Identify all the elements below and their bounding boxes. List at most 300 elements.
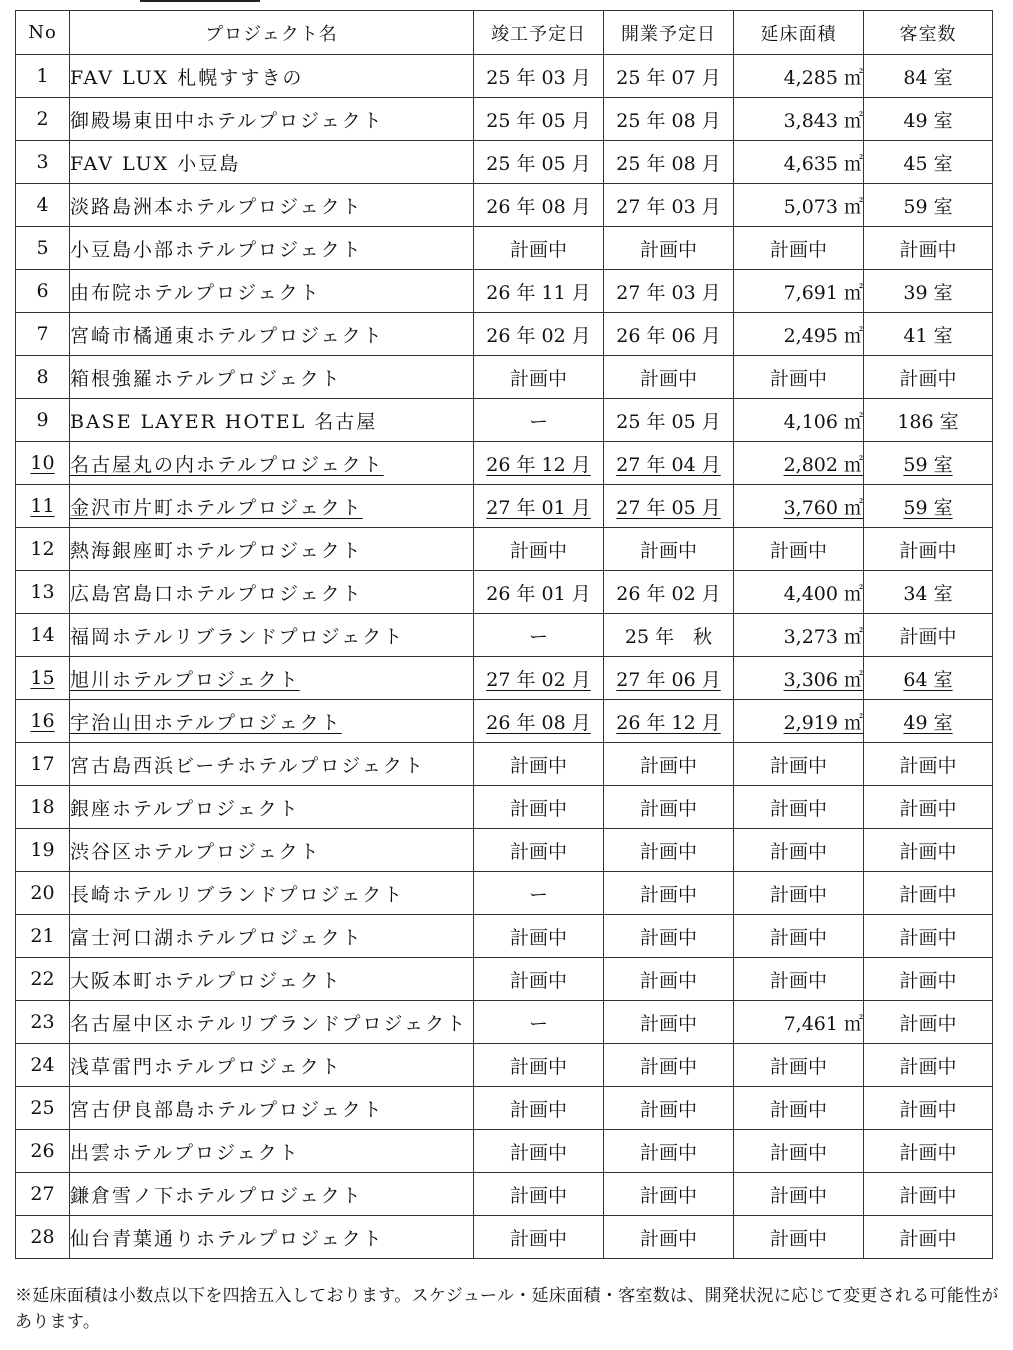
- cell-completion-date-text: 計画中: [509, 1055, 567, 1078]
- table-row: [16, 141, 993, 184]
- table-row: [16, 1130, 993, 1173]
- cell-project-name: [70, 442, 474, 485]
- cell-opening-date: [604, 227, 734, 270]
- cell-completion-date: [474, 1001, 604, 1044]
- cell-floor-area: [734, 528, 864, 571]
- cell-completion-date-text: 25 年 05 月: [486, 109, 591, 132]
- cell-rooms-text: 34 室: [903, 582, 953, 605]
- cell-project-name-text: 箱根強羅ホテルプロジェクト: [70, 367, 342, 390]
- cell-completion-date-text: 26 年 12 月: [486, 453, 591, 476]
- cell-completion-date-text: 26 年 01 月: [486, 582, 591, 605]
- cell-floor-area-text: 3,843 ㎡: [783, 109, 863, 132]
- cell-project-name: [70, 786, 474, 829]
- cell-no-text: 13: [30, 581, 55, 603]
- cell-completion-date: [474, 442, 604, 485]
- cell-no-text: 20: [30, 882, 55, 904]
- cell-project-name-text: 浅草雷門ホテルプロジェクト: [70, 1055, 342, 1078]
- cell-rooms: [864, 915, 993, 958]
- cell-opening-date: [604, 1001, 734, 1044]
- cell-rooms: [864, 141, 993, 184]
- cell-completion-date: [474, 1216, 604, 1259]
- cell-rooms-text: 39 室: [903, 281, 953, 304]
- cell-opening-date-text: 計画中: [639, 926, 697, 949]
- table-row: [16, 1216, 993, 1259]
- cell-project-name-text: 仙台青葉通りホテルプロジェクト: [70, 1227, 384, 1250]
- cell-completion-date-text: 26 年 08 月: [486, 711, 591, 734]
- table-row: [16, 700, 993, 743]
- cell-opening-date: [604, 313, 734, 356]
- cell-completion-date: [474, 1044, 604, 1087]
- cell-no-text: 2: [36, 108, 49, 130]
- cell-project-name: [70, 958, 474, 1001]
- cell-no-text: 26: [30, 1140, 55, 1162]
- cell-completion-date-text: ー: [528, 1012, 548, 1035]
- cell-project-name-text: 小豆島小部ホテルプロジェクト: [70, 238, 363, 261]
- cell-completion-date-text: 26 年 11 月: [486, 281, 591, 304]
- cell-floor-area: [734, 786, 864, 829]
- footnote: ※延床面積は小数点以下を四捨五入しております。スケジュール・延床面積・客室数は、開発状況に応じて変更される可能性があります。: [15, 1286, 999, 1332]
- cell-floor-area-text: 2,802 ㎡: [783, 453, 863, 476]
- table-row: [16, 786, 993, 829]
- cell-opening-date-text: 26 年 02 月: [616, 582, 721, 605]
- cell-completion-date-text: 25 年 05 月: [486, 152, 591, 175]
- cell-project-name-text: 宮古島西浜ビーチホテルプロジェクト: [70, 754, 425, 777]
- cell-opening-date: [604, 700, 734, 743]
- cell-rooms-text: 計画中: [899, 797, 957, 820]
- cell-rooms-text: 計画中: [899, 625, 957, 648]
- cell-completion-date: [474, 313, 604, 356]
- cell-rooms-text: 84 室: [903, 66, 953, 89]
- cell-completion-date: [474, 528, 604, 571]
- cell-floor-area-text: 計画中: [769, 1141, 827, 1164]
- cell-opening-date: [604, 1173, 734, 1216]
- cell-no-text: 7: [36, 323, 49, 345]
- cell-rooms: [864, 1087, 993, 1130]
- cell-no: [16, 356, 70, 399]
- cell-floor-area: [734, 141, 864, 184]
- table-row: [16, 184, 993, 227]
- cell-no-text: 8: [36, 366, 49, 388]
- cell-completion-date: [474, 141, 604, 184]
- cell-rooms-text: 計画中: [899, 754, 957, 777]
- cell-project-name: [70, 1087, 474, 1130]
- cell-rooms-text: 計画中: [899, 367, 957, 390]
- table-body: [16, 55, 993, 1259]
- cell-floor-area: [734, 184, 864, 227]
- cell-completion-date-text: 計画中: [509, 539, 567, 562]
- cell-completion-date: [474, 786, 604, 829]
- cell-floor-area-text: 計画中: [769, 969, 827, 992]
- cell-floor-area-text: 7,461 ㎡: [783, 1012, 863, 1035]
- header-rooms: 客室数: [864, 11, 993, 55]
- cell-rooms: [864, 958, 993, 1001]
- cell-opening-date-text: 26 年 06 月: [616, 324, 721, 347]
- header-opening-date: 開業予定日: [604, 11, 734, 55]
- cell-floor-area-text: 計画中: [769, 238, 827, 261]
- cell-opening-date-text: 計画中: [639, 754, 697, 777]
- cell-floor-area: [734, 442, 864, 485]
- cell-completion-date-text: 計画中: [509, 238, 567, 261]
- cell-project-name-text: 旭川ホテルプロジェクト: [70, 668, 300, 691]
- cell-no: [16, 528, 70, 571]
- cell-completion-date-text: 27 年 02 月: [486, 668, 591, 691]
- cell-project-name-text: 長崎ホテルリブランドプロジェクト: [70, 883, 405, 906]
- table-row: [16, 1044, 993, 1087]
- cell-rooms: [864, 313, 993, 356]
- cell-rooms-text: 41 室: [903, 324, 953, 347]
- table-row: [16, 1173, 993, 1216]
- cell-floor-area-text: 計画中: [769, 926, 827, 949]
- cell-rooms: [864, 657, 993, 700]
- cell-opening-date-text: 計画中: [639, 1012, 697, 1035]
- cell-floor-area: [734, 829, 864, 872]
- cell-floor-area-text: 3,306 ㎡: [783, 668, 863, 691]
- cell-completion-date: [474, 829, 604, 872]
- cell-opening-date: [604, 485, 734, 528]
- cell-rooms: [864, 184, 993, 227]
- cell-project-name: [70, 872, 474, 915]
- cell-opening-date-text: 25 年 08 月: [616, 152, 721, 175]
- table-row: [16, 614, 993, 657]
- cell-opening-date-text: 計画中: [639, 883, 697, 906]
- cell-no-text: 3: [36, 151, 49, 173]
- cell-no-text: 19: [30, 839, 55, 861]
- cell-floor-area: [734, 1173, 864, 1216]
- table-row: [16, 958, 993, 1001]
- cell-no-text: 15: [30, 667, 55, 689]
- cell-rooms: [864, 614, 993, 657]
- cell-completion-date: [474, 1087, 604, 1130]
- cell-floor-area-text: 5,073 ㎡: [783, 195, 863, 218]
- cell-no-text: 21: [30, 925, 55, 947]
- cell-project-name: [70, 227, 474, 270]
- cell-project-name: [70, 141, 474, 184]
- cell-no: [16, 141, 70, 184]
- cell-project-name: [70, 356, 474, 399]
- cell-rooms-text: 計画中: [899, 1227, 957, 1250]
- cell-floor-area: [734, 1044, 864, 1087]
- cell-opening-date-text: 計画中: [639, 797, 697, 820]
- table-row: [16, 915, 993, 958]
- cell-floor-area: [734, 1130, 864, 1173]
- cell-floor-area: [734, 1001, 864, 1044]
- cell-rooms: [864, 485, 993, 528]
- cell-completion-date: [474, 485, 604, 528]
- cell-project-name: [70, 1044, 474, 1087]
- cell-floor-area-text: 計画中: [769, 539, 827, 562]
- cell-rooms: [864, 872, 993, 915]
- cell-floor-area: [734, 571, 864, 614]
- cell-no-text: 25: [30, 1097, 55, 1119]
- cell-no: [16, 743, 70, 786]
- cell-completion-date: [474, 356, 604, 399]
- cell-floor-area-text: 4,635 ㎡: [783, 152, 863, 175]
- cell-project-name: [70, 1001, 474, 1044]
- cell-rooms-text: 計画中: [899, 969, 957, 992]
- cell-project-name-text: BASE LAYER HOTEL 名古屋: [70, 410, 378, 433]
- cell-rooms: [864, 442, 993, 485]
- table-row: [16, 270, 993, 313]
- cell-floor-area-text: 計画中: [769, 1184, 827, 1207]
- cell-project-name-text: 宮崎市橘通東ホテルプロジェクト: [70, 324, 384, 347]
- cell-opening-date: [604, 1087, 734, 1130]
- cell-project-name: [70, 571, 474, 614]
- cell-opening-date-text: 計画中: [639, 367, 697, 390]
- cell-completion-date: [474, 915, 604, 958]
- table-row: [16, 399, 993, 442]
- cell-opening-date: [604, 399, 734, 442]
- cell-no-text: 4: [36, 194, 49, 216]
- cell-completion-date-text: 27 年 01 月: [486, 496, 591, 519]
- cell-project-name-text: 富士河口湖ホテルプロジェクト: [70, 926, 363, 949]
- cell-opening-date: [604, 614, 734, 657]
- cell-floor-area-text: 4,285 ㎡: [783, 66, 863, 89]
- cell-opening-date: [604, 270, 734, 313]
- cell-opening-date-text: 計画中: [639, 1227, 697, 1250]
- cell-opening-date-text: 27 年 03 月: [616, 195, 721, 218]
- cell-no: [16, 1087, 70, 1130]
- cell-completion-date-text: 計画中: [509, 1227, 567, 1250]
- cell-no-text: 5: [36, 237, 49, 259]
- cell-floor-area: [734, 700, 864, 743]
- cell-no-text: 14: [30, 624, 55, 646]
- table-row: [16, 55, 993, 98]
- cell-rooms-text: 45 室: [903, 152, 953, 175]
- cell-rooms-text: 計画中: [899, 840, 957, 863]
- cell-no-text: 22: [30, 968, 55, 990]
- cell-completion-date-text: 計画中: [509, 797, 567, 820]
- cell-opening-date-text: 25 年 05 月: [616, 410, 721, 433]
- cell-completion-date-text: 計画中: [509, 969, 567, 992]
- cell-no-text: 23: [30, 1011, 55, 1033]
- cell-floor-area-text: 計画中: [769, 1055, 827, 1078]
- cell-rooms: [864, 1173, 993, 1216]
- cell-no: [16, 1216, 70, 1259]
- table-row: [16, 485, 993, 528]
- top-rule: [140, 0, 260, 2]
- cell-no: [16, 442, 70, 485]
- table-header: [16, 11, 993, 55]
- cell-rooms-text: 計画中: [899, 926, 957, 949]
- cell-floor-area-text: 4,106 ㎡: [783, 410, 863, 433]
- cell-floor-area: [734, 270, 864, 313]
- cell-project-name-text: 銀座ホテルプロジェクト: [70, 797, 300, 820]
- cell-opening-date: [604, 141, 734, 184]
- cell-project-name: [70, 743, 474, 786]
- cell-project-name-text: 熱海銀座町ホテルプロジェクト: [70, 539, 363, 562]
- cell-project-name-text: 名古屋中区ホテルリブランドプロジェクト: [70, 1012, 468, 1035]
- cell-opening-date-text: 25 年 07 月: [616, 66, 721, 89]
- hotel-project-table: [15, 10, 993, 1259]
- cell-rooms-text: 計画中: [899, 1098, 957, 1121]
- table-row: [16, 657, 993, 700]
- cell-floor-area: [734, 399, 864, 442]
- cell-floor-area: [734, 1216, 864, 1259]
- cell-floor-area-text: 2,495 ㎡: [783, 324, 863, 347]
- cell-project-name-text: 福岡ホテルリブランドプロジェクト: [70, 625, 405, 648]
- table-row: [16, 227, 993, 270]
- cell-no: [16, 1001, 70, 1044]
- cell-completion-date-text: 計画中: [509, 367, 567, 390]
- cell-floor-area-text: 計画中: [769, 1098, 827, 1121]
- cell-opening-date: [604, 958, 734, 1001]
- cell-no: [16, 55, 70, 98]
- cell-completion-date: [474, 184, 604, 227]
- cell-no: [16, 1130, 70, 1173]
- cell-no-text: 11: [30, 495, 55, 517]
- cell-opening-date: [604, 872, 734, 915]
- cell-no: [16, 571, 70, 614]
- cell-no-text: 12: [30, 538, 55, 560]
- table-row: [16, 313, 993, 356]
- cell-opening-date: [604, 786, 734, 829]
- cell-opening-date-text: 計画中: [639, 969, 697, 992]
- cell-project-name-text: FAV LUX 札幌すすきの: [70, 66, 304, 89]
- cell-floor-area: [734, 614, 864, 657]
- cell-completion-date-text: 計画中: [509, 1141, 567, 1164]
- cell-rooms-text: 計画中: [899, 1141, 957, 1164]
- cell-floor-area-text: 計画中: [769, 367, 827, 390]
- cell-floor-area-text: 計画中: [769, 840, 827, 863]
- cell-floor-area-text: 計画中: [769, 1227, 827, 1250]
- cell-project-name: [70, 915, 474, 958]
- cell-rooms: [864, 743, 993, 786]
- cell-rooms: [864, 786, 993, 829]
- cell-rooms-text: 計画中: [899, 539, 957, 562]
- cell-opening-date-text: 計画中: [639, 840, 697, 863]
- cell-project-name: [70, 528, 474, 571]
- cell-completion-date: [474, 1130, 604, 1173]
- cell-no-text: 28: [30, 1226, 55, 1248]
- cell-opening-date: [604, 98, 734, 141]
- cell-project-name: [70, 657, 474, 700]
- cell-opening-date: [604, 571, 734, 614]
- table-row: [16, 1001, 993, 1044]
- header-completion-date: 竣工予定日: [474, 11, 604, 55]
- cell-opening-date: [604, 743, 734, 786]
- cell-floor-area: [734, 227, 864, 270]
- cell-completion-date-text: 25 年 03 月: [486, 66, 591, 89]
- cell-completion-date: [474, 399, 604, 442]
- cell-project-name-text: 名古屋丸の内ホテルプロジェクト: [70, 453, 384, 476]
- cell-opening-date: [604, 657, 734, 700]
- cell-opening-date: [604, 829, 734, 872]
- cell-opening-date-text: 計画中: [639, 1098, 697, 1121]
- cell-rooms-text: 49 室: [903, 109, 953, 132]
- cell-no: [16, 184, 70, 227]
- cell-completion-date-text: ー: [528, 410, 548, 433]
- cell-opening-date-text: 計画中: [639, 1141, 697, 1164]
- cell-no-text: 24: [30, 1054, 55, 1076]
- cell-no: [16, 399, 70, 442]
- cell-project-name: [70, 184, 474, 227]
- cell-opening-date: [604, 1044, 734, 1087]
- cell-no: [16, 958, 70, 1001]
- cell-completion-date: [474, 958, 604, 1001]
- cell-rooms-text: 計画中: [899, 1012, 957, 1035]
- cell-rooms: [864, 98, 993, 141]
- cell-completion-date: [474, 571, 604, 614]
- cell-floor-area: [734, 915, 864, 958]
- cell-no-text: 17: [30, 753, 55, 775]
- cell-no: [16, 657, 70, 700]
- cell-rooms-text: 計画中: [899, 1184, 957, 1207]
- cell-completion-date: [474, 743, 604, 786]
- cell-rooms: [864, 829, 993, 872]
- cell-no: [16, 1044, 70, 1087]
- cell-rooms-text: 49 室: [903, 711, 953, 734]
- cell-opening-date: [604, 55, 734, 98]
- cell-opening-date-text: 27 年 03 月: [616, 281, 721, 304]
- cell-opening-date-text: 27 年 06 月: [616, 668, 721, 691]
- cell-project-name: [70, 1173, 474, 1216]
- cell-rooms-text: 計画中: [899, 238, 957, 261]
- cell-no: [16, 270, 70, 313]
- cell-rooms: [864, 1216, 993, 1259]
- cell-rooms: [864, 55, 993, 98]
- cell-project-name-text: 宮古伊良部島ホテルプロジェクト: [70, 1098, 384, 1121]
- cell-opening-date-text: 計画中: [639, 539, 697, 562]
- cell-completion-date-text: ー: [528, 625, 548, 648]
- table-row: [16, 98, 993, 141]
- cell-project-name: [70, 270, 474, 313]
- cell-opening-date-text: 27 年 04 月: [616, 453, 721, 476]
- cell-floor-area: [734, 1087, 864, 1130]
- cell-project-name: [70, 614, 474, 657]
- cell-completion-date: [474, 98, 604, 141]
- cell-no: [16, 872, 70, 915]
- cell-floor-area-text: 4,400 ㎡: [783, 582, 863, 605]
- cell-rooms: [864, 1130, 993, 1173]
- header-floor-area: 延床面積: [734, 11, 864, 55]
- cell-project-name-text: 出雲ホテルプロジェクト: [70, 1141, 300, 1164]
- cell-floor-area: [734, 356, 864, 399]
- cell-no: [16, 1173, 70, 1216]
- cell-no-text: 1: [36, 65, 49, 87]
- cell-no: [16, 829, 70, 872]
- cell-project-name: [70, 98, 474, 141]
- table-row: [16, 442, 993, 485]
- cell-floor-area: [734, 958, 864, 1001]
- cell-project-name-text: 広島宮島口ホテルプロジェクト: [70, 582, 363, 605]
- cell-opening-date-text: 27 年 05 月: [616, 496, 721, 519]
- cell-no: [16, 700, 70, 743]
- cell-rooms: [864, 1001, 993, 1044]
- cell-completion-date-text: 計画中: [509, 754, 567, 777]
- cell-no: [16, 313, 70, 356]
- cell-rooms-text: 59 室: [903, 453, 953, 476]
- cell-floor-area: [734, 55, 864, 98]
- table-row: [16, 829, 993, 872]
- cell-floor-area-text: 3,760 ㎡: [783, 496, 863, 519]
- cell-opening-date: [604, 1130, 734, 1173]
- cell-project-name-text: 渋谷区ホテルプロジェクト: [70, 840, 321, 863]
- header-no: No: [16, 11, 70, 55]
- cell-opening-date: [604, 184, 734, 227]
- cell-no: [16, 485, 70, 528]
- cell-rooms-text: 59 室: [903, 195, 953, 218]
- cell-no-text: 9: [36, 409, 49, 431]
- cell-rooms: [864, 571, 993, 614]
- cell-rooms-text: 計画中: [899, 883, 957, 906]
- table-row: [16, 872, 993, 915]
- cell-opening-date: [604, 528, 734, 571]
- header-row: [16, 11, 993, 55]
- cell-rooms: [864, 700, 993, 743]
- table-row: [16, 1087, 993, 1130]
- cell-floor-area: [734, 98, 864, 141]
- cell-rooms: [864, 1044, 993, 1087]
